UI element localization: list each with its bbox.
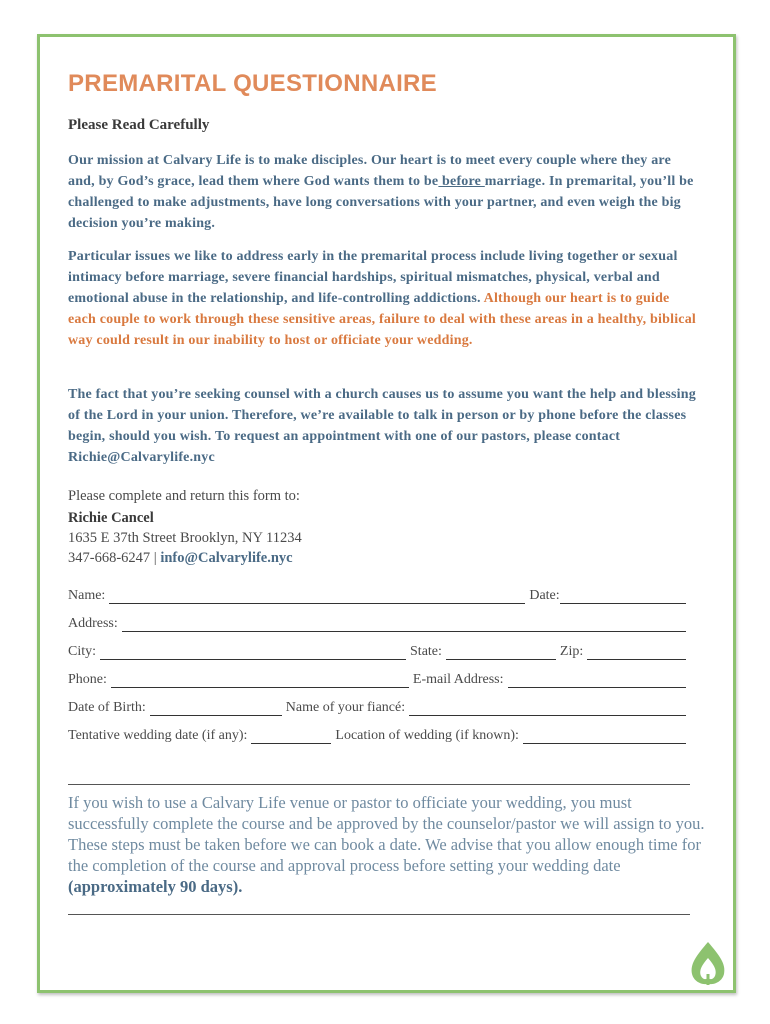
wedding-date-field[interactable] xyxy=(251,729,331,744)
wedding-date-label: Tentative wedding date (if any): xyxy=(68,728,248,743)
address-label: Address: xyxy=(68,616,118,631)
mission-paragraph xyxy=(68,150,700,234)
location-field[interactable] xyxy=(523,729,686,744)
venue-note xyxy=(68,792,708,897)
mission-text: Our mission at Calvary Life is to make disciples. Our heart is to meet every couple where they are and, by God’s grace, lead them where God wants them to be xyxy=(68,153,671,189)
form-row-phone xyxy=(68,672,690,688)
date-label: Date: xyxy=(529,588,560,603)
form-row-wedding xyxy=(68,728,690,744)
separator: | xyxy=(150,550,161,566)
divider-top xyxy=(68,784,690,785)
date-field[interactable] xyxy=(560,589,686,604)
counsel-paragraph: The fact that you’re seeking counsel with a church causes us to assume you want the help and blessing of the Lord in your union. Therefore, we’re available to talk in person or by phone before the classes begin, should you wish. To request an appointment with one of our pastors, please contact Richie@Calvarylife.nyc xyxy=(68,387,696,465)
state-field[interactable] xyxy=(446,645,556,660)
contact-phone-line xyxy=(68,548,293,568)
form-row-city xyxy=(68,644,690,660)
zip-field[interactable] xyxy=(587,645,686,660)
before-underlined: before xyxy=(438,174,485,189)
issues-text: Particular issues we like to address early in the premarital process include living together or sexual intimacy before marriage, severe financial hardships, spiritual mismatches, physical, verbal and emotional abuse in the relationship, and life-controlling addictions. xyxy=(68,249,678,306)
city-label: City: xyxy=(68,644,97,659)
page-title: PREMARITAL QUESTIONNAIRE xyxy=(68,70,437,97)
contact-phone: 347-668-6247 xyxy=(68,550,151,566)
dob-label: Date of Birth: xyxy=(68,700,146,715)
issues-paragraph xyxy=(68,246,700,351)
mission-text-end: marriage. In premarital, you’ll be challenged to make adjustments, have long conversations with your partner, and even weigh the big decision you’re making. xyxy=(68,174,694,231)
address-field[interactable] xyxy=(122,617,686,632)
phone-field[interactable] xyxy=(111,673,409,688)
fiance-field[interactable] xyxy=(409,701,686,716)
dob-field[interactable] xyxy=(150,701,282,716)
email-label: E-mail Address: xyxy=(412,672,504,687)
fiance-label: Name of your fiancé: xyxy=(285,700,406,715)
form-row-address xyxy=(68,616,690,632)
form-row-name-date xyxy=(68,588,690,604)
venue-note-duration: (approximately 90 days). xyxy=(68,877,243,896)
location-label: Location of wedding (if known): xyxy=(335,728,519,743)
contact-address: 1635 E 37th Street Brooklyn, NY 11234 xyxy=(68,530,302,546)
email-field[interactable] xyxy=(508,673,687,688)
subtitle: Please Read Carefully xyxy=(68,117,210,133)
leaf-icon xyxy=(688,940,728,986)
return-intro: Please complete and return this form to: xyxy=(68,488,300,504)
divider-bottom xyxy=(68,914,690,915)
phone-label: Phone: xyxy=(68,672,107,687)
name-label: Name: xyxy=(68,588,106,603)
name-field[interactable] xyxy=(109,589,525,604)
zip-label: Zip: xyxy=(559,644,584,659)
contact-name: Richie Cancel xyxy=(68,510,154,526)
venue-note-text: If you wish to use a Calvary Life venue or pastor to officiate your wedding, you must successfully complete the course and be approved by the counselor/pastor we will assign to you. These steps must be taken before we can book a date. We advise that you allow enough time for the completion of the course and approval process before setting your wedding date xyxy=(68,793,705,875)
form-row-dob xyxy=(68,700,690,716)
warning-text: Although our heart is to guide each couple to work through these sensitive areas, failure to deal with these areas in a healthy, biblical way could result in our inability to host or officiate your wedding. xyxy=(68,291,696,348)
city-field[interactable] xyxy=(100,645,406,660)
contact-email[interactable]: info@Calvarylife.nyc xyxy=(160,550,293,566)
state-label: State: xyxy=(410,644,442,659)
